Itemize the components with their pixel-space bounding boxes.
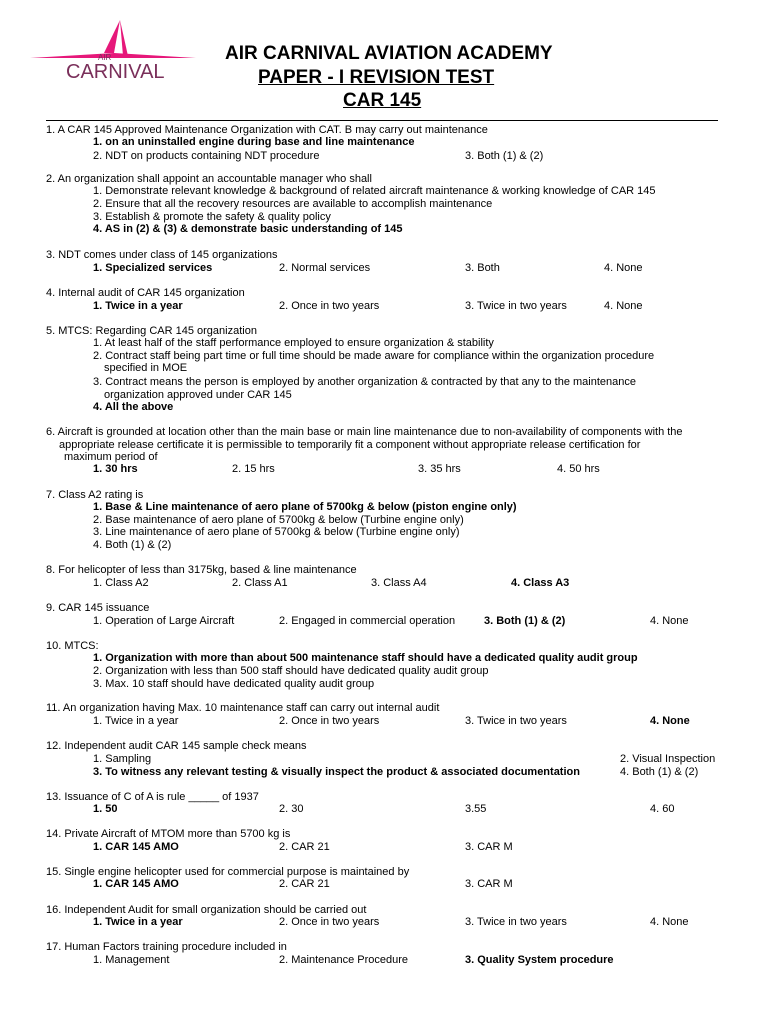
question-text: 3. Contract means the person is employed by another organization & contracted by that any to the maintenance	[93, 376, 636, 388]
answer-text: 1. 30 hrs	[93, 463, 138, 475]
question-text: 16. Independent Audit for small organization should be carried out	[46, 904, 367, 916]
question-text: specified in MOE	[104, 362, 188, 374]
question-text: 14. Private Aircraft of MTOM more than 5700 kg is	[46, 828, 291, 840]
question-text: 2. 15 hrs	[232, 463, 275, 475]
answer-text: 3. Both (1) & (2)	[484, 615, 566, 627]
logo-air-text: AIR	[98, 53, 112, 62]
question-text: 2. Organization with less than 500 staff should have dedicated quality audit group	[93, 665, 489, 677]
question-text: maximum period of	[64, 451, 158, 463]
question-text: 4. None	[604, 262, 643, 274]
logo-name-text: CARNIVAL	[66, 61, 165, 83]
question-text: 2. Once in two years	[279, 300, 380, 312]
question-text: 4. Both (1) & (2)	[620, 766, 699, 778]
question-text: 3. Line maintenance of aero plane of 5700kg & below (Turbine engine only)	[93, 526, 460, 538]
question-text: 3. 35 hrs	[418, 463, 461, 475]
question-text: 3. CAR M	[465, 878, 513, 890]
question-text: 2. Visual Inspection	[620, 753, 716, 765]
answer-text: 4. None	[650, 715, 690, 727]
subject-title: CAR 145	[343, 90, 422, 111]
question-text: 2. CAR 21	[279, 841, 330, 853]
question-text: 1. Twice in a year	[93, 715, 179, 727]
question-text: 2. Engaged in commercial operation	[279, 615, 456, 627]
question-text: 2. An organization shall appoint an accountable manager who shall	[46, 173, 372, 185]
question-text: 2. Once in two years	[279, 916, 380, 928]
question-text: 2. 30	[279, 803, 304, 815]
question-text: 5. MTCS: Regarding CAR 145 organization	[46, 325, 257, 337]
answer-text: 1. CAR 145 AMO	[93, 878, 179, 890]
question-text: 3. Max. 10 staff should have dedicated quality audit group	[93, 678, 375, 690]
question-text: appropriate release certificate it is permissible to temporarily fit a component without appropriate release certification for	[59, 439, 641, 451]
answer-text: 1. Twice in a year	[93, 916, 183, 928]
question-text: 3. Class A4	[371, 577, 427, 589]
question-text: 4. None	[650, 615, 689, 627]
question-text: 4. None	[604, 300, 643, 312]
answer-text: 3. To witness any relevant testing & visually inspect the product & associated documentation	[93, 766, 580, 778]
question-text: 4. Internal audit of CAR 145 organization	[46, 287, 245, 299]
question-text: 3. Twice in two years	[465, 715, 567, 727]
question-text: 2. Maintenance Procedure	[279, 954, 409, 966]
question-text: 12. Independent audit CAR 145 sample check means	[46, 740, 307, 752]
question-text: 4. Both (1) & (2)	[93, 539, 172, 551]
question-text: 15. Single engine helicopter used for commercial purpose is maintained by	[46, 866, 410, 878]
question-text: 2. Base maintenance of aero plane of 5700kg & below (Turbine engine only)	[93, 514, 464, 526]
question-text: 17. Human Factors training procedure included in	[46, 941, 287, 953]
answer-text: 1. Specialized services	[93, 262, 213, 274]
question-text: 6. Aircraft is grounded at location other than the main base or main line maintenance due to non-availability of components with the	[46, 426, 683, 438]
question-text: organization approved under CAR 145	[104, 389, 292, 401]
question-text: 1. Class A2	[93, 577, 149, 589]
question-text: 4. 50 hrs	[557, 463, 600, 475]
question-text: 3. Twice in two years	[465, 300, 567, 312]
question-text: 1. Sampling	[93, 753, 152, 765]
answer-text: 4. Class A3	[511, 577, 570, 589]
question-text: 4. 60	[650, 803, 675, 815]
question-text: 2. Class A1	[232, 577, 288, 589]
question-text: 2. Contract staff being part time or full time should be made aware for compliance within the organization procedure	[93, 350, 655, 362]
question-text: 1. Management	[93, 954, 170, 966]
answer-text: 1. Base & Line maintenance of aero plane of 5700kg & below (piston engine only)	[93, 501, 517, 513]
answer-text: 1. Twice in a year	[93, 300, 183, 312]
question-text: 8. For helicopter of less than 3175kg, based & line maintenance	[46, 564, 357, 576]
question-text: 1. Demonstrate relevant knowledge & background of related aircraft maintenance & working knowledge of CAR 145	[93, 185, 656, 197]
question-text: 3. Establish & promote the safety & quality policy	[93, 211, 331, 223]
answer-text: 1. on an uninstalled engine during base and line maintenance	[93, 136, 415, 148]
question-text: 3. Both (1) & (2)	[465, 150, 544, 162]
answer-text: 4. All the above	[93, 401, 174, 413]
answer-text: 4. AS in (2) & (3) & demonstrate basic understanding of 145	[93, 223, 403, 235]
answer-text: 3. Quality System procedure	[465, 954, 614, 966]
question-text: 1. A CAR 145 Approved Maintenance Organization with CAT. B may carry out maintenance	[46, 124, 488, 136]
question-text: 3. Twice in two years	[465, 916, 567, 928]
question-text: 11. An organization having Max. 10 maintenance staff can carry out internal audit	[46, 702, 440, 714]
question-text: 13. Issuance of C of A is rule _____ of 1937	[46, 791, 259, 803]
academy-title: AIR CARNIVAL AVIATION ACADEMY	[225, 43, 553, 64]
answer-text: 1. Organization with more than about 500 maintenance staff should have a dedicated quality audit group	[93, 652, 638, 664]
answer-text: 1. 50	[93, 803, 118, 815]
question-text: 7. Class A2 rating is	[46, 489, 144, 501]
question-text: 1. Operation of Large Aircraft	[93, 615, 235, 627]
question-text: 3.55	[465, 803, 487, 815]
question-text: 2. Ensure that all the recovery resources are available to accomplish maintenance	[93, 198, 493, 210]
question-text: 10. MTCS:	[46, 640, 99, 652]
answer-text: 1. CAR 145 AMO	[93, 841, 179, 853]
question-text: 1. At least half of the staff performance employed to ensure organization & stability	[93, 337, 494, 349]
paper-title: PAPER - I REVISION TEST	[258, 67, 495, 88]
question-text: 2. Once in two years	[279, 715, 380, 727]
question-text: 9. CAR 145 issuance	[46, 602, 150, 614]
question-text: 2. NDT on products containing NDT procedure	[93, 150, 320, 162]
question-text: 2. CAR 21	[279, 878, 330, 890]
question-text: 3. CAR M	[465, 841, 513, 853]
question-text: 2. Normal services	[279, 262, 371, 274]
question-text: 3. NDT comes under class of 145 organizations	[46, 249, 278, 261]
question-text: 4. None	[650, 916, 689, 928]
question-text: 3. Both	[465, 262, 500, 274]
